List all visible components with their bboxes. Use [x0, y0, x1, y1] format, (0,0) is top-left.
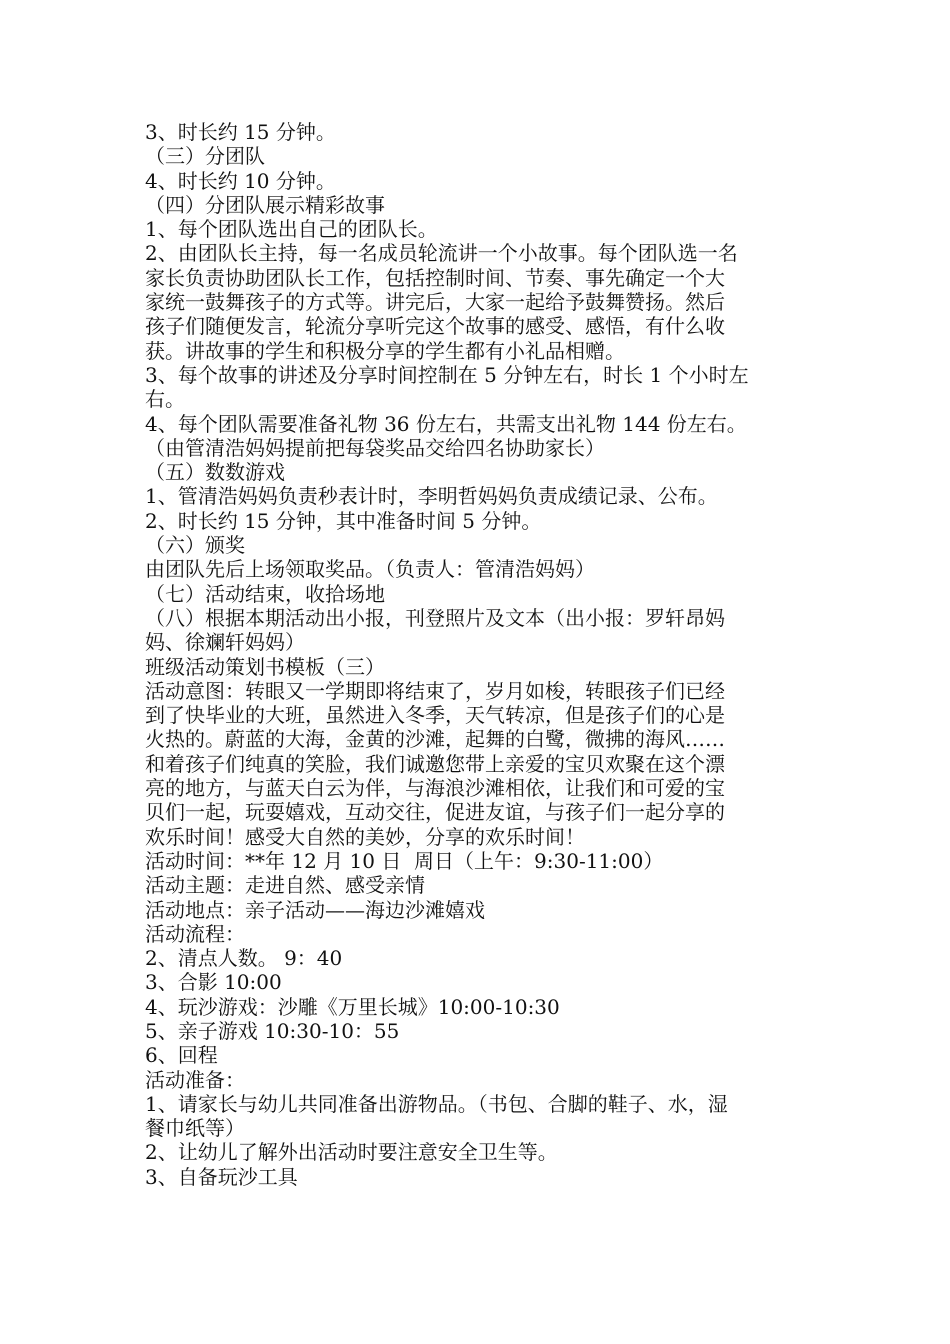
text-line: 2、由团队长主持，每一名成员轮流讲一个小故事。每个团队选一名	[145, 241, 738, 266]
text-line: 1、管清浩妈妈负责秒表计时，李明哲妈妈负责成绩记录、公布。	[145, 484, 718, 509]
section-heading: （六）颁奖	[145, 533, 245, 558]
text-line: 由团队先后上场领取奖品。（负责人：管清浩妈妈）	[145, 557, 595, 582]
document-title: 班级活动策划书模板（三）	[145, 654, 385, 679]
text-line: 1、请家长与幼儿共同准备出游物品。（书包、合脚的鞋子、水，湿	[145, 1091, 728, 1116]
text-line: 家统一鼓舞孩子的方式等。讲完后，大家一起给予鼓舞赞扬。然后	[145, 290, 725, 315]
text-line: 火热的。蔚蓝的大海，金黄的沙滩，起舞的白鹭，微拂的海风……	[145, 727, 725, 752]
text-line: 3、时长约 15 分钟。	[145, 120, 336, 144]
section-heading: （四）分团队展示精彩故事	[145, 192, 385, 217]
text-line: 2、清点人数。 9：40	[145, 946, 343, 971]
text-line: 5、亲子游戏 10:30-10：55	[145, 1018, 400, 1043]
section-heading: 活动流程：	[145, 921, 245, 946]
text-line: 4、每个团队需要准备礼物 36 份左右，共需支出礼物 144 份左右。	[145, 411, 747, 436]
text-line: 妈、徐斓轩妈妈）	[145, 630, 305, 655]
text-line: 3、自备玩沙工具	[145, 1164, 298, 1189]
text-line: 2、时长约 15 分钟，其中准备时间 5 分钟。	[145, 508, 542, 533]
text-line: 贝们一起，玩耍嬉戏，互动交往，促进友谊，与孩子们一起分享的	[145, 800, 725, 825]
section-heading: （八）根据本期活动出小报，刊登照片及文本（出小报：罗轩昂妈	[145, 605, 725, 630]
text-line: 家长负责协助团队长工作，包括控制时间、节奏、事先确定一个大	[145, 265, 725, 290]
text-line: 活动意图：转眼又一学期即将结束了，岁月如梭，转眼孩子们已经	[145, 678, 725, 703]
text-line: 1、每个团队选出自己的团队长。	[145, 217, 438, 242]
text-line: 3、合影 10:00	[145, 970, 282, 995]
text-line: 右。	[145, 387, 185, 412]
text-line: 2、让幼儿了解外出活动时要注意安全卫生等。	[145, 1140, 558, 1165]
text-line: 和着孩子们纯真的笑脸，我们诚邀您带上亲爱的宝贝欢聚在这个漂	[145, 751, 725, 776]
text-line: 活动地点：亲子活动——海边沙滩嬉戏	[145, 897, 485, 922]
text-line: （由管清浩妈妈提前把每袋奖品交给四名协助家长）	[145, 435, 605, 460]
section-heading: （三）分团队	[145, 144, 265, 169]
text-line: 餐巾纸等）	[145, 1116, 245, 1141]
text-line: 4、玩沙游戏：沙雕《万里长城》10:00-10:30	[145, 994, 560, 1019]
text-line: 活动时间：**年 12 月 10 日 周日（上午：9:30-11:00）	[145, 848, 664, 873]
text-line: 4、时长约 10 分钟。	[145, 168, 336, 193]
text-line: 亮的地方，与蓝天白云为伴，与海浪沙滩相依，让我们和可爱的宝	[145, 776, 725, 801]
section-heading: 活动准备：	[145, 1067, 245, 1092]
document-body	[145, 120, 815, 1189]
text-line: 活动主题：走进自然、感受亲情	[145, 873, 425, 898]
section-heading: （七）活动结束，收拾场地	[145, 581, 385, 606]
text-line: 孩子们随便发言，轮流分享听完这个故事的感受、感悟，有什么收	[145, 314, 725, 339]
text-line: 到了快毕业的大班，虽然进入冬季，天气转凉，但是孩子们的心是	[145, 703, 725, 728]
text-line: 欢乐时间！感受大自然的美妙，分享的欢乐时间！	[145, 824, 585, 849]
text-line: 获。讲故事的学生和积极分享的学生都有小礼品相赠。	[145, 338, 625, 363]
text-line: 3、每个故事的讲述及分享时间控制在 5 分钟左右，时长 1 个小时左	[145, 362, 749, 387]
text-line: 6、回程	[145, 1043, 218, 1068]
section-heading: （五）数数游戏	[145, 460, 285, 485]
